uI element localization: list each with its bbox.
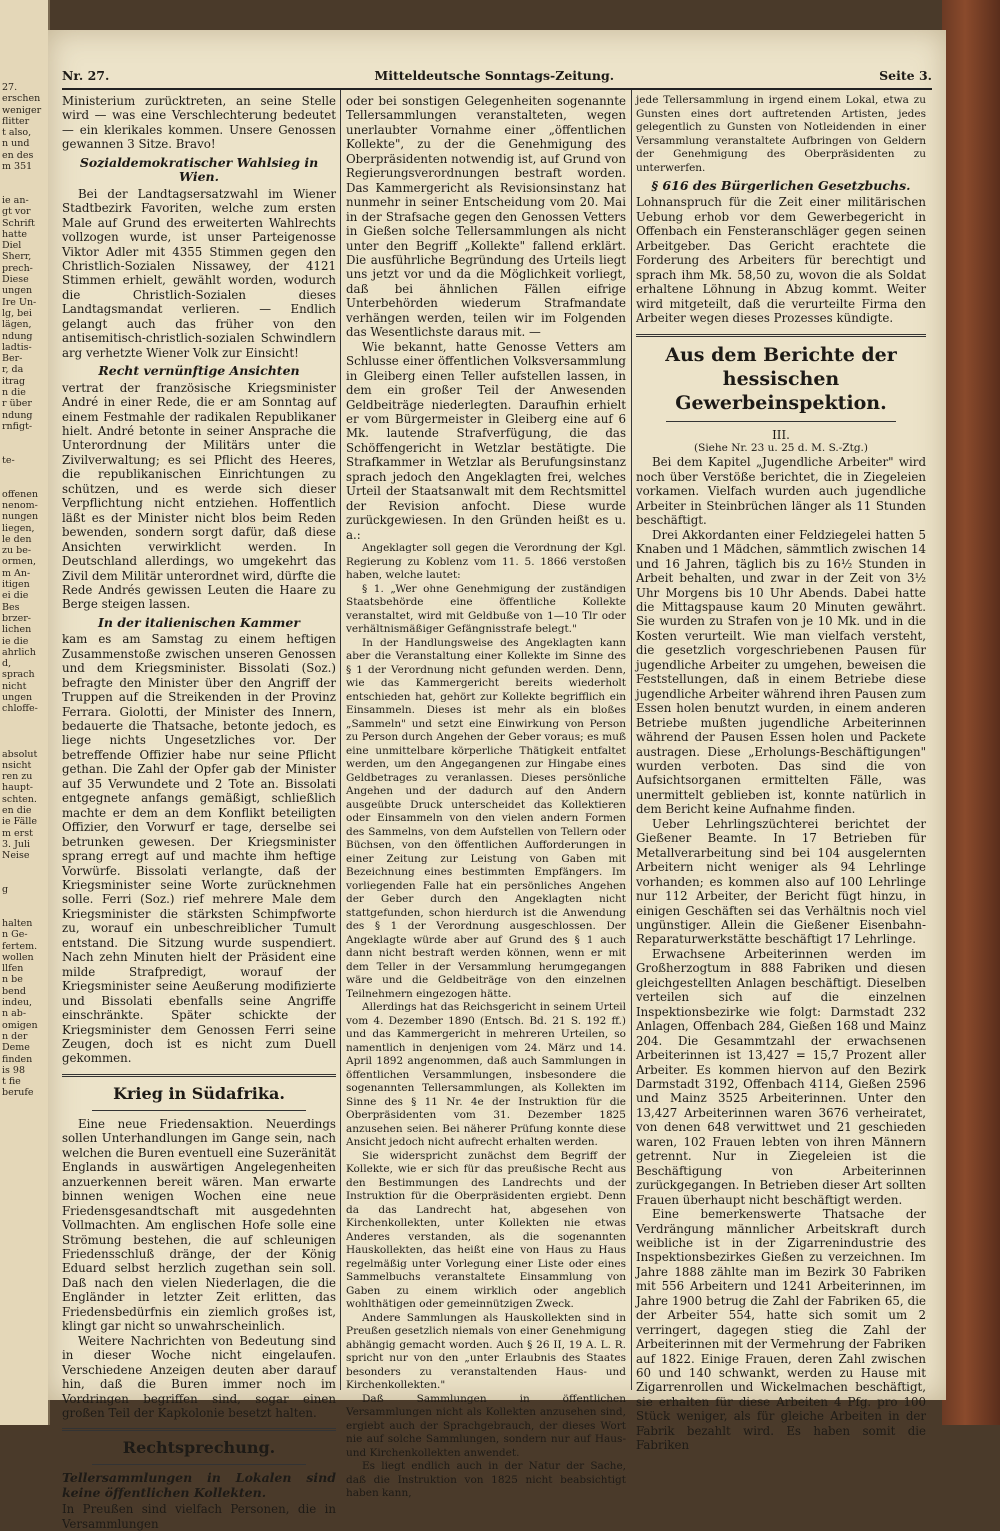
section-divider <box>636 334 926 337</box>
article-italien: kam es am Samstag zu einem heftigen Zusammenstoße zwischen unseren Genossen und dem Kriegsminister. Bissolati (Soz.) befragte den Minister über den Angriff der Truppen auf die Streikenden in der Provinz Ferrara. Giolotti, der Minister des Innern, bedauerte die Thatsache, betonte jedoch, es liege nichts Ungesetzliches vor. Der betreffende Offizier habe nur seine Pflicht gethan. Die Zahl der Opfer gab der Minister auf 35 Verwundete und 2 Tote an. Bissolati entgegnete anfangs gemäßigt, schließlich machte er dem an dem Konflikt beteiligten Offizier, den Vorwurf er tage, derselbe sei betrunken gewesen. Der Kriegsminister sprang erregt auf und machte ihm heftige Vorwürfe. Bissolati verlangte, daß der Kriegsminister seine Worte zurücknehmen solle. Ferri (Soz.) rief mehrere Male dem Kriegsminister die stärksten Schimpfworte zu, worauf ein unbeschreiblicher Tumult entstand. Die Sitzung wurde suspendiert. Nach zehn Minuten hielt der Präsident eine milde Strafpredigt, worauf der Kriegsminister seine Aeußerung modifizierte und Bissolati ebenfalls seine Angriffe einschränkte. Später schickte der Kriegsminister dem Genossen Ferri seine Zeugen, doch ist es nicht zum Duell gekommen. <box>62 632 336 1066</box>
reference-note: (Siehe Nr. 23 u. 25 d. M. S.-Ztg.) <box>694 441 868 454</box>
paragraph: Eine bemerkenswerte Thatsache der Verdrängung männlicher Arbeitskraft durch weibliche ist in der Zigarrenindustrie des Inspektionsbezirkes Gießen zu verzeichnen. Im Jahre 1888 zählte man im Bezirk 30 Fabriken mit 556 Arbeitern und 1241 Arbeiterinnen, im Jahre 1900 betrug die Zahl der Fabriken 65, die der Arbeiter 554, hatte sich somit um 2 verringert, dagegen stieg die Zahl der Arbeiterinnen mit der Vermehrung der Fabriken auf 1822. Einige Frauen, deren Zahl zwischen 60 und 140 schwankt, werden zu Hause mit Zigarrenrollen und Wickelmachen beschäftigt, sie erhalten für diese Arbeiten 4 Pfg. pro 100 Stück weniger, als für gleiche Arbeiten in der Fabrik bezahlt wird. Es haben somit die Fabriken <box>636 1207 926 1453</box>
quote-paragraph: jede Tellersammlung in irgend einem Lokal, etwa zu Gunsten eines dort auftretenden Artisten, jedes gelegentlich zu Gunsten von Notleidenden in einer Versammlung veranstaltete Aufbringen von Geldern der Genehmigung des Oberpräsidenten zu unterwerfen. <box>636 94 926 174</box>
article-wien: Bei der Landtagsersatzwahl im Wiener Stadtbezirk Favoriten, welche zum ersten Male auf Grund des erweiterten Wahlrechts vollzogen wurde, ist unser Parteigenosse Viktor Adler mit 4355 Stimmen gegen den Christlich-Sozialen Nissawey, der 4121 Stimmen erhielt, gewählt worden, wodurch die Christlich-Sozialen dieses Landtagsmandat verlieren. — Endlich gelangt auch das früher von den antisemitisch-christlich-sozialen Schwindlern arg verhetzte Wiener Volk zur Einsicht! <box>62 186 336 360</box>
article-recht: vertrat der französische Kriegsminister André in einer Rede, die er am Sonntag auf einem Festmahle der radikalen Republikaner hielt. André betonte in seiner Ansprache die Unterordnung der Militärs unter die Zivilverwaltung; es sei Pflicht des Heeres, die republikanischen Einrichtungen zu schützen, und es werde sich dieser Verpflichtung nicht entziehen. Hoffentlich läßt es der Minister nicht blos beim Reden bewenden, sondern sorgt dafür, daß diese Ansichten verwirklicht werden. In Deutschland allerdings, wo umgekehrt das Zivil dem Militär unterordnet wird, dürfte die Rede Andrés gewissen Leuten die Haare zu Berge steigen lassen. <box>62 380 336 612</box>
adjacent-page-fragment <box>0 0 50 1425</box>
divider <box>92 1464 306 1465</box>
headline-recht: Recht vernünftige Ansichten <box>98 363 300 379</box>
newspaper-title: Mitteldeutsche Sonntags-Zeitung. <box>374 68 615 83</box>
page-header <box>62 68 932 86</box>
paragraph: oder bei sonstigen Gelegenheiten sogenannte Tellersammlungen veranstalteten, wegen unerlaubter Vornahme einer „öffentlichen Kollekte", zu der die Genehmigung des Oberpräsidenten notwendig ist, auf Grund von Regierungsverordnungen bestraft worden. Das Kammergericht als Revisionsinstanz hat nunmehr in seiner Entscheidung vom 20. Mai in der Strafsache gegen den Genossen Vetters in Gießen solche Tellersammlungen als nicht unter den Begriff „Kollekte" fallend erklärt. Die ausführliche Begründung des Urteils liegt uns jetzt vor und da die Möglichkeit vorliegt, daß bei ähnlichen Fällen eifrige Unterbehörden wiederum Strafmandate verhängen werden, teilen wir im Folgenden das Wesentlichste daraus mit. — <box>346 94 626 340</box>
quote-paragraph: § 1. „Wer ohne Genehmigung der zuständigen Staatsbehörde eine öffentliche Kollekte veranstaltet, wird mit Geldbuße von 1—10 Tlr oder verhältnismäßiger Gefängnisstrafe belegt." <box>346 582 626 636</box>
section-divider <box>62 1428 336 1431</box>
paragraph: Ueber Lehrlingszüchterei berichtet der Gießener Beamte. In 17 Betrieben für Metallverarbeitung sind bei 104 ausgelernten Arbeitern nicht weniger als 94 Lehrlinge vorhanden; es kommen also auf 100 Lehrlinge nur 112 Arbeiter, der Bericht fügt hinzu, in einigen Geschäften sei das Verhältnis noch viel ungünstiger. Allein die Gießener Eisenbahn-Reparaturwerkstätte beschäftigt 17 Lehrlinge. <box>636 816 926 947</box>
section-head-rechtsprechung: Rechtsprechung. <box>122 1438 276 1458</box>
book-binding <box>942 0 1000 1425</box>
quote-paragraph: Andere Sammlungen als Hauskollekten sind in Preußen gesetzlich niemals von einer Genehmigung abhängig gemacht worden. Auch § 26 II, 19 A. L. R. spricht nur von den „unter Erlaubnis des Staates besonders zu veranstaltenden Haus- und Kirchenkollekten." <box>346 1311 626 1392</box>
page-number: Seite 3. <box>879 68 932 83</box>
section-head-bericht: Aus dem Berichte der hessischen Gewerbeinspektion. <box>665 343 897 414</box>
quote-paragraph: Es liegt endlich auch in der Natur der Sache, daß die Instruktion von 1825 nicht beabsichtigt haben kann, <box>346 1460 626 1500</box>
column-3 <box>636 94 927 1453</box>
column-rule <box>631 90 632 1390</box>
adjacent-page-text: 27. erschen weniger flitter t also, n und en des m 351 ie an- gt vor Schrift hatte Diel Sherr, prech- Diese ungen Ire Un- lg, bei lägen, ndung ladtis- Ber- r, da itrag n die r über ndung rnfigt- te- offenen nenom- nungen liegen, le den zu be- ormen, m An- itigen ei die Bes brzer- lichen ie die ahrlich d, sprach nicht ungen chloffe- absolut nsicht ren zu haupt- schten. en die ie Fälle m erst 3. Juli Neise g halten n Ge- fertem. wollen llfen n be bend indeu, n ab- omigen n der Deme finden is 98 t fie berufe <box>2 82 42 1099</box>
divider <box>666 421 896 422</box>
quote-paragraph: Sie widerspricht zunächst dem Begriff der Kollekte, wie er sich für das preußische Recht aus den Bestimmungen des Landrechts und der Instruktion für die Oberpräsidenten ergiebt. Denn da das Landrecht hat, abgesehen von Kirchenkollekten, unter Kollekten nie etwas Anderes verstanden, als die sogenannten Hauskollekten, das heißt eine von Haus zu Haus regelmäßig unter Vorlegung einer Liste oder eines Sammelbuchs veranstaltete Einsammlung von Gaben zu einem wirklich oder angeblich wohlthätigen oder gemeinnützigen Zweck. <box>346 1149 626 1311</box>
column-2 <box>346 94 626 1500</box>
quote-paragraph: In der Handlungsweise des Angeklagten kann aber die Veranstaltung einer Kollekte im Sinne des § 1 der Verordnung nicht gefunden werden. Denn, wie das Kammergericht bereits wiederholt entschieden hat, gehört zur Kollekte begrifflich ein Einsammeln. Dieses ist mehr als ein bloßes „Sammeln" und setzt eine Einwirkung von Person zu Person durch Angehen der Geber voraus; es muß eine unmittelbare körperliche Thätigkeit entfaltet werden, um den Angegangenen zur Hingabe eines Geldbetrages zu veranlassen. Dieses persönliche Angehen und der dadurch auf den Andern ausgeübte Druck unterscheidet das Kollektieren oder Einsammeln von den vielen andern Formen des Sammelns, von dem Aufstellen von Tellern oder Büchsen, von den öffentlichen Aufforderungen in einer Zeitung zur Leistung von Gaben mit Bezeichnung eines bestimmten Empfängers. Im vorliegenden Falle hat ein persönliches Angehen der Geber durch den Angeklagten nicht stattgefunden, schon hierdurch ist die Anwendung des § 1 der Verordnung ausgeschlossen. Der Angeklagte würde aber auf Grund des § 1 auch dann nicht bestraft werden können, wenn er mit dem Teller in der Versammlung herumgegangen wäre und die Geldbeiträge von den einzelnen Teilnehmern eingezogen hätte. <box>346 636 626 1000</box>
header-rule <box>62 88 932 90</box>
article-continuation: Ministerium zurücktreten, an seine Stelle wird — was eine Verschlechterung bedeutet — ein klerikales kommen. Unsere Genossen gewannen 3 Sitze. Bravo! <box>62 94 336 152</box>
quote-paragraph: Daß Sammlungen in öffentlichen Versammlungen nicht als Kollekten anzusehen sind, ergiebt auch der Sprachgebrauch, der dieses Wort nie auf solche Sammlungen, sondern nur auf Haus- und Kirchenkollekten anwendet. <box>346 1392 626 1459</box>
headline-teller: Tellersammlungen in Lokalen sind keine öffentlichen Kollekten. <box>62 1470 336 1500</box>
headline-italien: In der italienischen Kammer <box>98 614 300 630</box>
column-1 <box>62 94 336 1531</box>
quote-paragraph: Allerdings hat das Reichsgericht in seinem Urteil vom 4. Dezember 1890 (Entsch. Bd. 21 S. 192 ff.) und das Kammergericht in mehreren Urteilen, so namentlich in denjenigen vom 24. März und 14. April 1892 angenommen, daß auch Sammlungen in öffentlichen Versammlungen, insbesondere die sogenannten Tellersammlungen, als Kollekten im Sinne des § 11 Nr. 4e der Instruktion für die Oberpräsidenten vom 31. Dezember 1825 anzusehen seien. Bei näherer Prüfung konnte diese Ansicht jedoch nicht aufrecht erhalten werden. <box>346 1001 626 1149</box>
headline-wien: Sozialdemokratischer Wahlsieg in Wien. <box>79 154 319 185</box>
section-divider <box>62 1074 336 1077</box>
paragraph: Wie bekannt, hatte Genosse Vetters am Schlusse einer öffentlichen Volksversammlung in Gleiberg einen Teller aufstellen lassen, in dem ein großer Teil der Anwesenden Geldbeiträge niederlegten. Daraufhin erhielt er vom Bürgermeister in Gleiberg eine auf 6 Mk. lautende Strafverfügung, die das Schöffengericht in Wetzlar bestätigte. Die Strafkammer in Wetzlar als Berufungsinstanz sprach jedoch den Angeklagten frei, welches Urteil der Staatsanwalt mit dem Rechtsmittel der Revision anfocht. Diese wurde zurückgewiesen. In den Gründen heißt es u. a.: <box>346 339 626 542</box>
newspaper-page <box>48 30 946 1531</box>
article-bgb: Lohnanspruch für die Zeit einer militärischen Uebung erhob vor dem Gewerbegericht in Offenbach ein Fensteranschläger gegen seinen Arbeitgeber. Das Gericht erachtete die Forderung des Arbeiters für berechtigt und sprach ihm Mk. 58,50 zu, wovon die als Soldat erhaltene Löhnung in Abzug kommt. Weiter wird mitgeteilt, daß die verurteilte Firma den Arbeiter wegen dieses Prozesses kündigte. <box>636 195 926 326</box>
article-krieg-2: Weitere Nachrichten von Bedeutung sind in dieser Woche nicht eingelaufen. Verschiedene Anzeigen deuten aber darauf hin, daß die Buren immer noch im Vordringen begriffen sind, sogar einen großen Teil der Kapkolonie besetzt halten. <box>62 1333 336 1420</box>
article-teller-start: In Preußen sind vielfach Personen, die in Versammlungen <box>62 1502 336 1531</box>
paragraph: Drei Akkordanten einer Feldziegelei hatten 5 Knaben und 1 Mädchen, sämmtlich zwischen 14 und 16 Jahren, täglich bis zu 16½ Stunden in Arbeit behalten, und zwar in der Zeit von 3½ Uhr Morgens bis 10 Uhr Abends. Dabei hatte die Mittagspause kaum 20 Minuten gewährt. Sie wurden zu Strafen von je 10 Mk. und in die Kosten verurteilt. Wie man vielfach versteht, die gesetzlich vorgeschriebenen Pausen für jugendliche Arbeiter zu umgehen, beweisen die Feststellungen, daß in einem Betriebe diese jugendliche Arbeiter während ihren Pausen zum Essen holen benutzt wurden, in einem anderen Betriebe mußten jugendliche Arbeiterinnen während der Pausen Essen holen und Packete austragen. Diese „Erholungs-Beschäftigungen" wurden verboten. Das sind die von Aufsichtsorganen ermittelten Fälle, was unermittelt geblieben ist, konnte natürlich in dem Bericht keine Aufnahme finden. <box>636 527 927 817</box>
divider <box>92 1110 306 1111</box>
headline-bgb: § 616 des Bürgerlichen Gesetzbuchs. <box>651 178 911 193</box>
part-number: III. <box>772 427 790 442</box>
column-rule <box>340 90 341 1390</box>
paragraph: Erwachsene Arbeiterinnen werden im Großherzogtum in 888 Fabriken und diesen gleichgestellten Anlagen beschäftigt. Dieselben verteilen sich auf die einzelnen Inspektionsbezirke wie folgt: Darmstadt 232 Anlagen, Offenbach 284, Gießen 168 und Mainz 204. Die Gesammtzahl der erwachsenen Arbeiterinnen ist 13,427 = 15,7 Prozent aller Arbeiter. Es kommen hiervon auf den Bezirk Darmstadt 3192, Offenbach 4114, Gießen 2596 und Mainz 3525 Arbeiterinnen. Unter den 13,427 Arbeiterinnen waren 3676 verheiratet, von denen 648 verwittwet und 21 geschieden waren, 102 Frauen lebten von ihren Männern getrennt. Nur in Ziegeleien ist die Beschäftigung von Arbeiterinnen zurückgegangen. In Betrieben dieser Art sollten Frauen überhaupt nicht beschäftigt werden. <box>636 946 926 1207</box>
issue-number: Nr. 27. <box>62 68 110 83</box>
quote-paragraph: Angeklagter soll gegen die Verordnung der Kgl. Regierung zu Koblenz vom 11. 5. 1866 verstoßen haben, welche lautet: <box>346 542 626 582</box>
section-head-krieg: Krieg in Südafrika. <box>113 1083 285 1103</box>
article-krieg-1: Eine neue Friedensaktion. Neuerdings sollen Unterhandlungen im Gange sein, nach welchen die Buren eventuell eine Suzeränität Englands in auswärtigen Angelegenheiten anzuerkennen bereit wären. Man erwarte binnen wenigen Wochen eine neue Friedensgesandtschaft mit ausgedehnten Vollmachten. Am englischen Hofe solle eine Strömung bestehen, die auf schleunigen Friedensschluß dränge, der der König Eduard selbst herzlich zugethan sein soll. Daß nach den vielen Niederlagen, die die Engländer in letzter Zeit erlitten, das Friedensbedürfnis ein ziemlich großes ist, klingt gar nicht so unwahrscheinlich. <box>62 1116 336 1334</box>
paragraph: Bei dem Kapitel „Jugendliche Arbeiter" wird noch über Verstöße berichtet, die in Ziegeleien vorkamen. Vielfach wurden auch jugendliche Arbeiter in Steinbrüchen länger als 11 Stunden beschäftigt. <box>636 455 926 528</box>
